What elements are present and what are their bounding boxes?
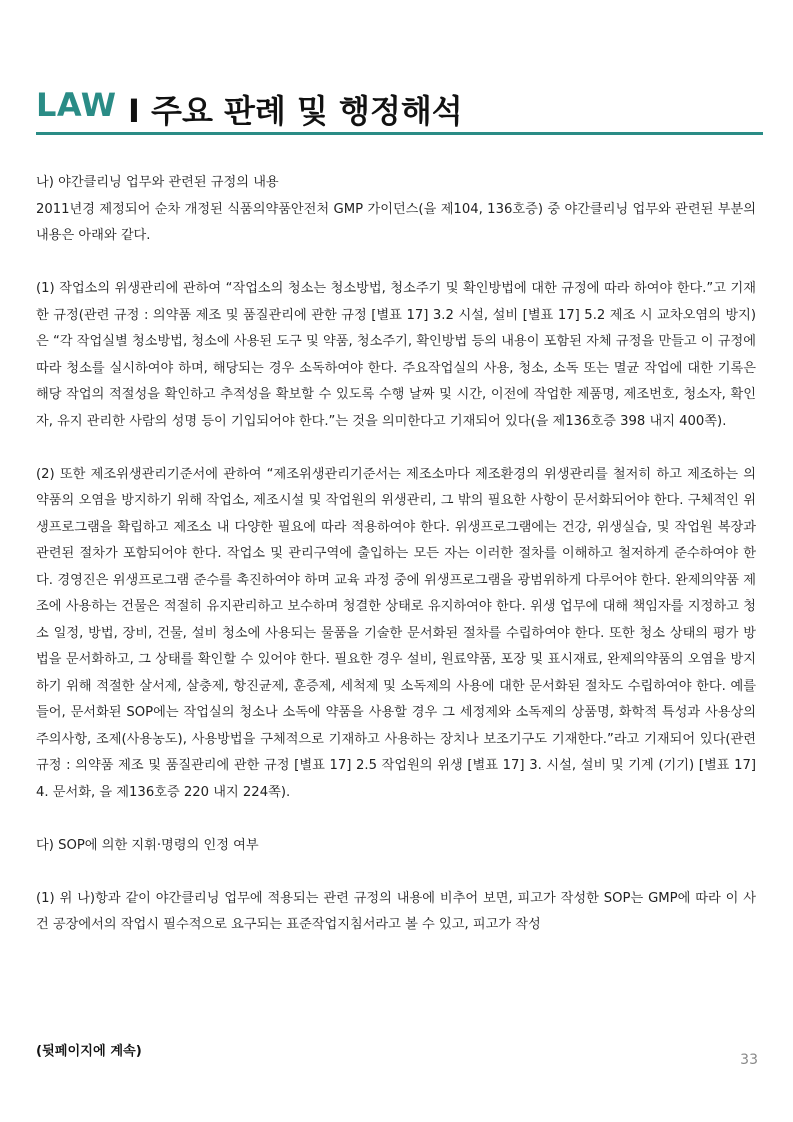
paragraph-intro: 2011년경 제정되어 순차 개정된 식품의약품안전처 GMP 가이던스(을 제104, 136호증) 중 야간클리닝 업무와 관련된 부분의 내용은 아래와 같다. xyxy=(36,201,756,243)
paragraph-1: (1) 작업소의 위생관리에 관하여 “작업소의 청소는 청소방법, 청소주기 및 확인방법에 대한 규정에 따라 하여야 한다.”고 기재한 규정(관련 규정 : 의약품 제조 및 품질관리에 관한 규정 [별표 17] 3.2 시설, 설비 [별표 17] 5.2 제조 시 교차오염의 방지)은 “각 작업실별 청소방법, 청소에 사용된 도구 및 약품, 청소주기, 확인방법 등의 내용이 포함된 자체 규정을 만들고 이 규정에 따라 청소를 실시하여야 하며, 해당되는 경우 소독하여야 한다. 주요작업실의 사용, 청소, 소독 또는 멸균 작업에 대한 기록은 해당 작업의 적절성을 확인하고 추적성을 확보할 수 있도록 수행 날짜 및 시간, 이전에 작업한 제품명, 제조번호, 청소자, 확인자, 유지 관리한 사람의 성명 등이 기입되어야 한다.”는 것을 의미한다고 기재되어 있다(을 제136호증 398 내지 400쪽). xyxy=(36,281,756,429)
section-heading-da: 다) SOP에 의한 지휘·명령의 인정 여부 xyxy=(36,837,259,853)
continued-note: (뒷페이지에 계속) xyxy=(36,1044,142,1059)
paragraph-3: (1) 위 나)항과 같이 야간클리닝 업무에 적용되는 관련 규정의 내용에 비추어 보면, 피고가 작성한 SOP는 GMP에 따라 이 사건 공장에서의 작업시 필수적으로 요구되는 표준작업지침서라고 볼 수 있고, 피고가 작성 xyxy=(36,890,756,932)
header-rule xyxy=(36,132,763,135)
paragraph-2: (2) 또한 제조위생관리기준서에 관하여 “제조위생관리기준서는 제조소마다 제조환경의 위생관리를 철저히 하고 제조하는 의약품의 오염을 방지하기 위해 작업소, 제조시설 및 작업원의 위생관리, 그 밖의 필요한 사항이 문서화되어야 한다. 구체적인 위생프로그램을 확립하고 제조소 내 다양한 필요에 따라 적용하여야 한다. 위생프로그램에는 건강, 위생실습, 및 작업원 복장과 관련된 절차가 포함되어야 한다. 작업소 및 관리구역에 출입하는 모든 자는 이러한 절차를 이해하고 철저하게 준수하여야 한다. 경영진은 위생프로그램 준수를 촉진하여야 하며 교육 과정 중에 위생프로그램을 광범위하게 다루어야 한다. 완제의약품 제조에 사용하는 건물은 적절히 유지관리하고 보수하며 청결한 상태로 유지하여야 한다. 위생 업무에 대해 책임자를 지정하고 청소 일정, 방법, 장비, 건물, 설비 청소에 사용되는 물품을 기술한 문서화된 절차를 수립하여야 한다. 또한 청소 상태의 평가 방법을 문서화하고, 그 상태를 확인할 수 있어야 한다. 필요한 경우 설비, 원료약품, 포장 및 표시재료, 완제의약품의 오염을 방지하기 위해 적절한 살서제, 살충제, 항진균제, 훈증제, 세척제 및 소독제의 사용에 대한 문서화된 절차도 수립하여야 한다. 예를 들어, 문서화된 SOP에는 작업실의 청소나 소독에 약품을 사용할 경우 그 세정제와 소독제의 상품명, 화학적 특성과 사용상의 주의사항, 조제(사용농도), 사용방법을 구체적으로 기재하고 사용하는 장치나 보조기구도 기재한다.”라고 기재되어 있다(관련 규정 : 의약품 제조 및 품질관리에 관한 규정 [별표 17] 2.5 작업원의 위생 [별표 17] 3. 시설, 설비 및 기계 (기기) [별표 17] 4. 문서화, 을 제136호증 220 내지 224쪽). xyxy=(36,466,756,800)
page-number: 33 xyxy=(740,1052,758,1068)
section-tag: LAW xyxy=(36,86,117,124)
page-header xyxy=(36,86,763,134)
page-title: I 주요 판례 및 행정해석 xyxy=(128,92,463,130)
document-body xyxy=(36,170,756,939)
section-heading-na: 나) 야간클리닝 업무와 관련된 규정의 내용 xyxy=(36,175,279,190)
